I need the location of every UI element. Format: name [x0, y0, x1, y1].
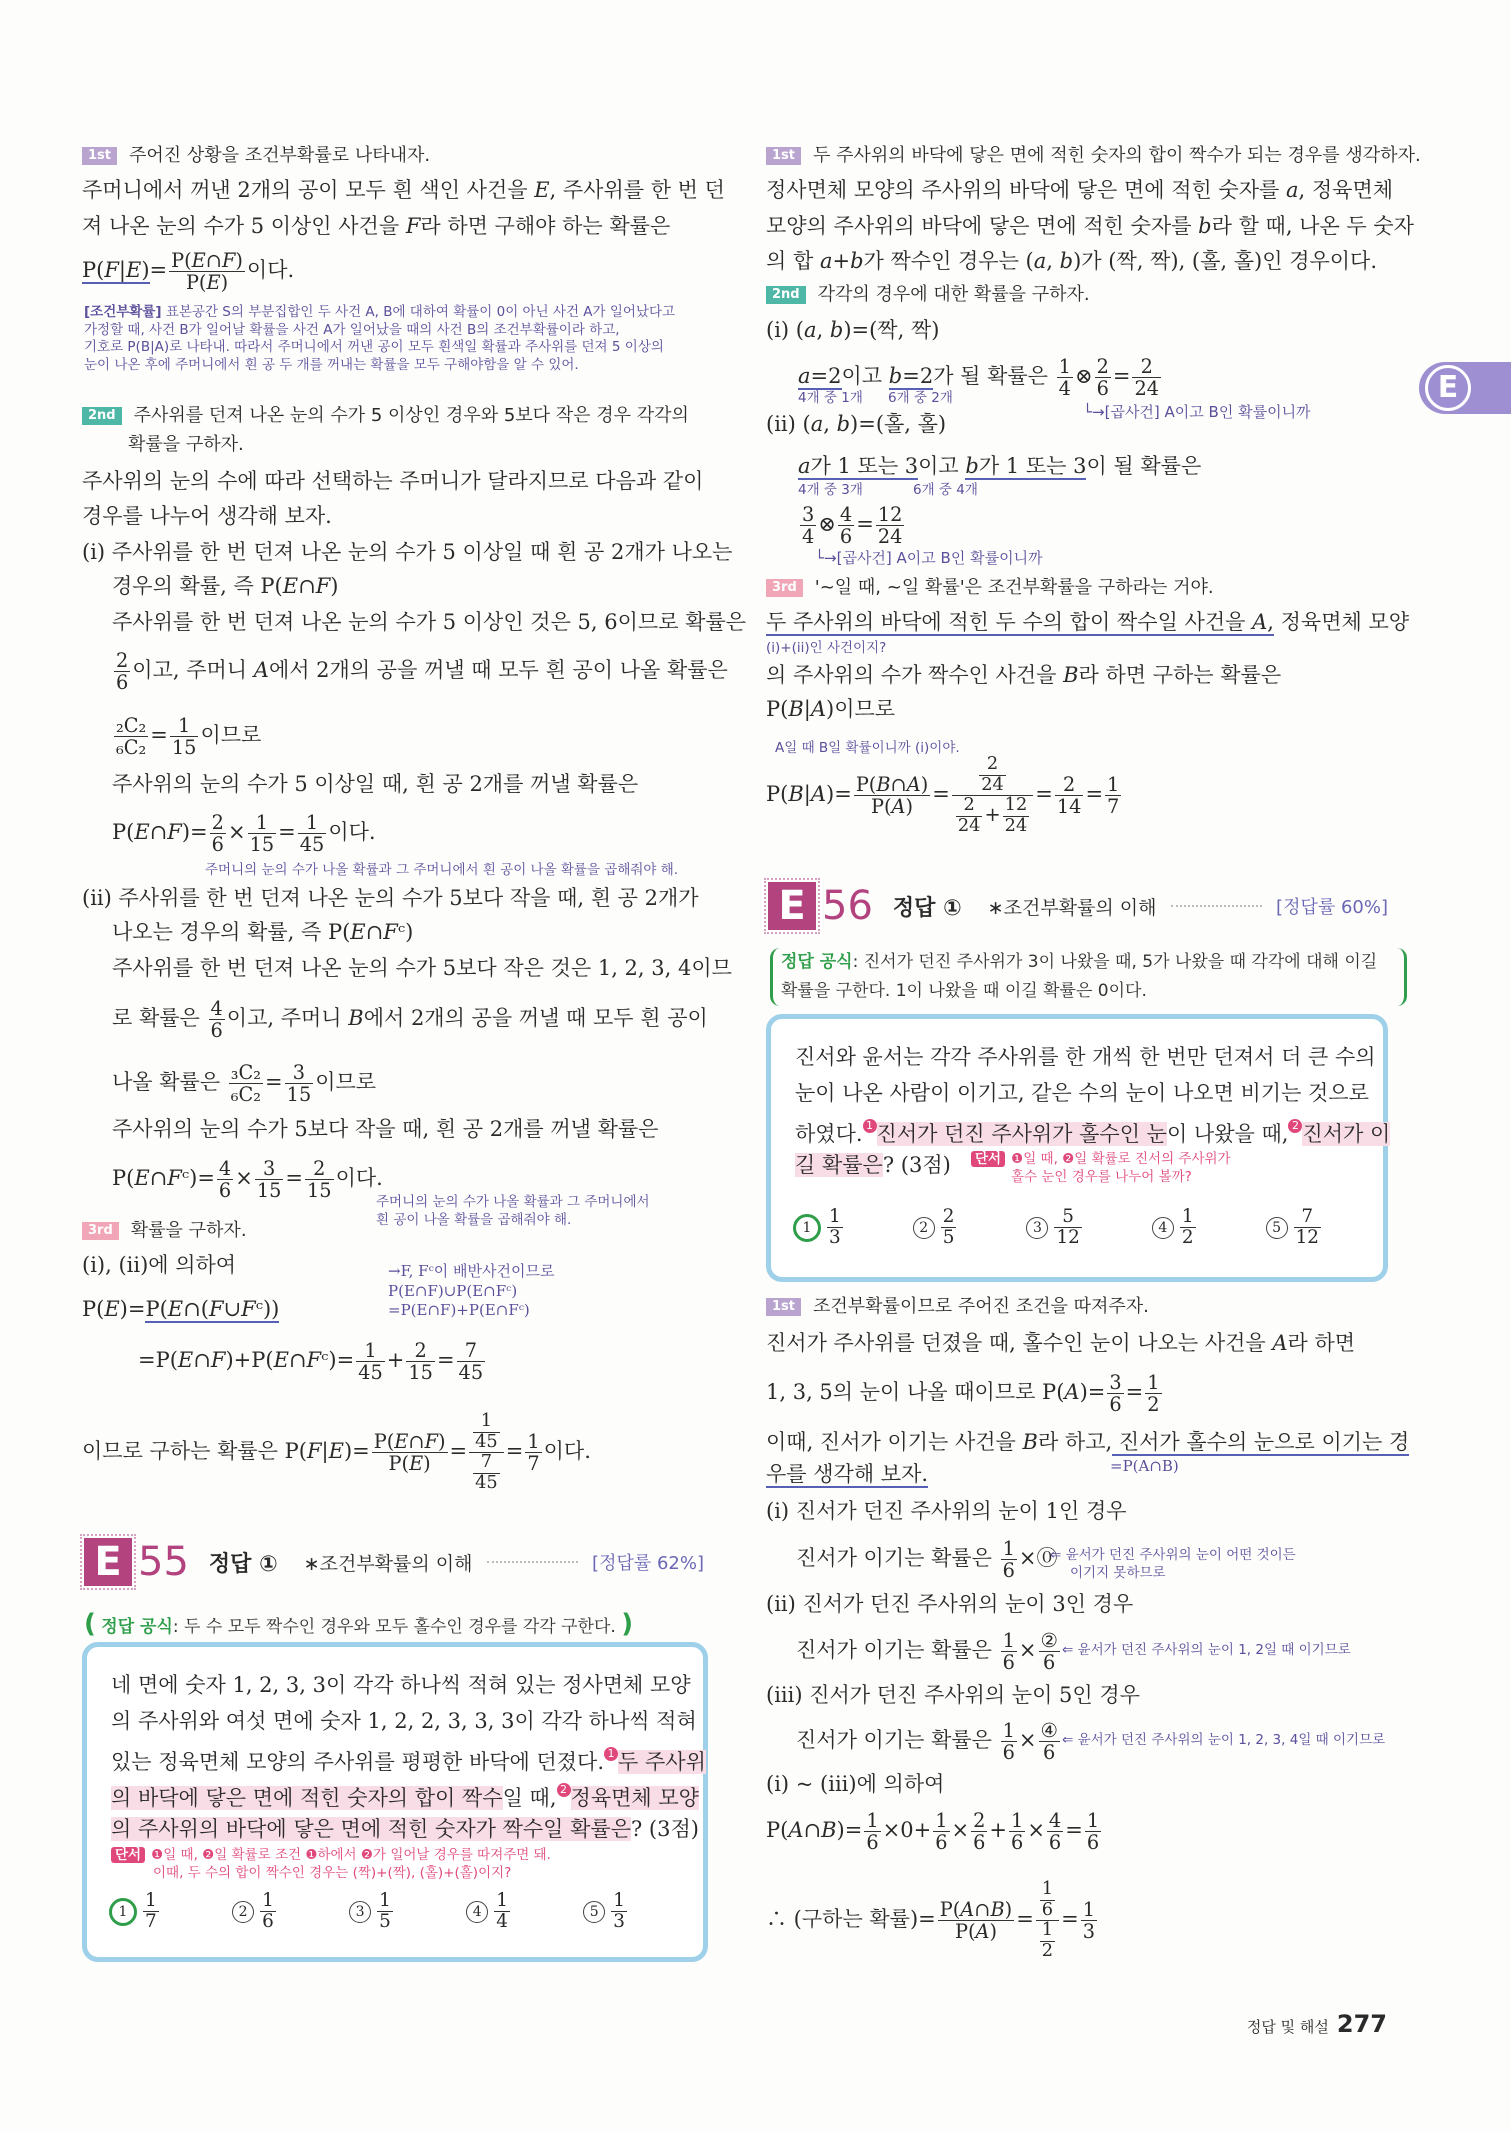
fraction: $\frac{4}{6}$: [839, 503, 853, 549]
text-line: 진서가 주사위를 던졌을 때, 홀수인 눈이 나오는 사건을 A라 하면: [766, 1331, 1356, 1355]
choice-value: [825, 1207, 845, 1248]
choice-3[interactable]: [349, 1891, 395, 1932]
choice-value: [609, 1891, 629, 1932]
step-badge: 3rd: [82, 1222, 119, 1240]
side-note: [1050, 1547, 1296, 1582]
fraction: $\frac{2}{6}$: [1096, 355, 1109, 401]
fraction: ② 6: [1040, 1629, 1058, 1675]
text-line: 모양의 주사위의 바닥에 닿은 면에 적힌 숫자를 b라 할 때, 나온 두 숫자: [766, 214, 1414, 238]
hint: [971, 1151, 1231, 1186]
fraction: [1036, 1880, 1059, 1961]
underlined-text: 두 주사위의 바닥에 적힌 두 수의 합이 짝수일 사건을 A,: [766, 610, 1274, 634]
step-text: 확률을 구하자.: [130, 1220, 247, 1241]
choice-2[interactable]: [232, 1891, 278, 1932]
question-header-55: [84, 1538, 704, 1586]
choice-5[interactable]: [1266, 1207, 1323, 1248]
fraction: $\frac{1}{2}$: [1147, 1371, 1160, 1417]
step-text: 주어진 상황을 조건부확률로 나타내자.: [129, 145, 431, 166]
text-line: $\frac{\text{₂C₂}}{\text{₆C₂}}$ = $\frac{1}{15}$ 이므로: [116, 714, 262, 760]
choice-number: 1: [793, 1214, 821, 1242]
note-line: 흰 공이 나올 확률을 곱해줘야 해.: [376, 1211, 572, 1228]
fraction: $\frac{3}{15}$: [256, 1157, 282, 1203]
question-number: 55: [138, 1539, 189, 1585]
underlined-text: 진서가 홀수의 눈으로 이기는 경: [1112, 1430, 1410, 1454]
question-line: [795, 1119, 1390, 1145]
fraction: $\frac{2}{6}$: [116, 649, 129, 695]
text-line: 경우의 확률, 즉 P(E∩F): [112, 574, 339, 598]
question-line: 눈이 나온 사람이 이기고, 같은 수의 눈이 나오면 비기는 것으로: [795, 1081, 1369, 1105]
choice-number: 4: [466, 1901, 488, 1923]
formula-part: a=2: [798, 364, 842, 389]
note-line: 주머니의 눈의 수가 나올 확률과 그 주머니에서: [376, 1194, 650, 1210]
marker-1: 1: [863, 1119, 877, 1133]
formula-line: =P(E∩F)+P(E∩Fᶜ)= $\frac{1}{45}$ + $\frac{2}{15}$ = $\frac{7}{45}$: [138, 1339, 484, 1385]
formula-line: 이므로 구하는 확률은 P(F|E)= $\frac{P(E\cap F)}{P(E)}$ = $\frac{\frac{1}{45}}{\frac{7}{45}}$ = $\frac{1}{7}$ 이다.: [82, 1411, 591, 1493]
text-line: (ii) 주사위를 한 번 던져 나온 눈의 수가 5보다 작을 때, 흰 공 2개가: [82, 886, 699, 910]
hint-label: 단서: [971, 1151, 1005, 1167]
fraction: $\frac{1}{3}$: [829, 1206, 841, 1249]
hint: [111, 1847, 551, 1882]
question-line: 진서와 윤서는 각각 주사위를 한 개씩 한 번만 던져서 더 큰 수의: [795, 1045, 1376, 1069]
step-badge: 1st: [766, 1298, 801, 1316]
text-line: 나오는 경우의 확률, 즉 P(E∩Fᶜ): [112, 920, 414, 944]
text-line: (ii) (a, b)=(홀, 홀): [766, 412, 947, 436]
question-line: [795, 1155, 951, 1176]
question-line: [111, 1783, 699, 1809]
choice-number: 5: [1266, 1217, 1288, 1239]
question-text: 일 때,: [502, 1786, 557, 1810]
text-line: [766, 1462, 928, 1487]
formula-part: 가 될 확률은 $\frac{1}{4}$ ⊗ $\frac{2}{6}$ = $\frac{2}{24}$: [933, 355, 1160, 401]
step-3-heading: [82, 1220, 247, 1242]
formula-part: 이고: [841, 364, 883, 389]
note-line: 기호로 P(B|A)로 나타내. 따라서 주머니에서 꺼낸 공이 모두 흰색일 확률과 주사위를 던져 5 이상의: [84, 339, 664, 356]
formula-part: P(E∩(F∪Fᶜ)): [145, 1297, 280, 1321]
note-line: →F, Fᶜ이 배반사건이므로: [388, 1262, 555, 1280]
topic-label: ∗조건부확률의 이해: [987, 896, 1157, 919]
highlight-text: 의 바닥에 닿은 면에 적힌 숫자의 합이 짝수: [111, 1786, 503, 1810]
question-line: [111, 1747, 706, 1773]
formula-line: [798, 454, 1201, 479]
side-note: [388, 1262, 554, 1321]
fraction: $\frac{1}{6}$: [1011, 1809, 1024, 1855]
sub-note: 6개 중 2개: [888, 390, 953, 406]
text-line: [766, 610, 1409, 635]
chapter-tab[interactable]: [1419, 362, 1511, 414]
text-line: (i) (a, b)=(짝, 짝): [766, 318, 940, 342]
fraction: $\frac{\text{₂C₂}}{\text{₆C₂}}$: [116, 714, 147, 760]
formula-part: b=2: [888, 364, 934, 389]
choice-value: [492, 1891, 512, 1932]
choice-3[interactable]: [1026, 1207, 1083, 1248]
choice-value: [375, 1891, 395, 1932]
fraction: $\frac{2}{24}$ $\frac{2}{24}$ + $\frac{12}{24}$: [952, 755, 1033, 836]
fraction: $\frac{1}{6}$: [935, 1809, 948, 1855]
sub-note: A일 때 B일 확률이니까 (i)이야.: [775, 740, 960, 756]
question-text: 하였다.: [795, 1122, 863, 1146]
fraction: $\frac{1}{7}$: [145, 1890, 157, 1933]
formula-line: P(E∩Fᶜ)= $\frac{4}{6}$ × $\frac{3}{15}$ = $\frac{2}{15}$ 이다.: [112, 1157, 383, 1203]
formula-label: 정답 공식: [781, 952, 853, 972]
step-badge: 2nd: [766, 286, 806, 304]
question-text: 있는 정육면체 모양의 주사위를 평평한 바닥에 던졌다.: [111, 1750, 605, 1774]
fraction: $\frac{P(B\cap A)}{P(A)}$: [855, 772, 929, 819]
fraction: ④ 6: [1040, 1719, 1058, 1765]
hint-label: 단서: [111, 1847, 145, 1863]
note-line: =P(E∩F)+P(E∩Fᶜ): [388, 1301, 530, 1319]
question-text: 이 나왔을 때,: [1166, 1122, 1289, 1146]
step-2-heading: [766, 284, 1090, 306]
formula-part: b가 1 또는 3: [965, 454, 1087, 478]
text-line: 로 확률은 $\frac{4}{6}$ 이고, 주머니 B에서 2개의 공을 꺼낼 때 모두 흰 공이: [112, 997, 708, 1043]
note-line: 가정할 때, 사건 B가 일어날 확률을 사건 A가 일어났을 때의 사건 B의 조건부확률이라 하고,: [84, 321, 620, 338]
formula-text: : 진서가 던진 주사위가 3이 나왔을 때, 5가 나왔을 때 각각에 대해 이길: [852, 952, 1378, 972]
fraction: $\frac{1}{6}$: [262, 1890, 274, 1933]
text-line: $\frac{2}{6}$ 이고, 주머니 A에서 2개의 공을 꺼낼 때 모두 흰 공이 나올 확률은: [116, 649, 728, 695]
formula-line: 진서가 이기는 확률은 $\frac{1}{6}$ ×⓪: [796, 1537, 1058, 1583]
formula-line: $\frac{3}{4}$ ⊗ $\frac{4}{6}$ = $\frac{12}{24}$: [802, 503, 903, 549]
fraction: $\frac{1}{4}$: [496, 1890, 508, 1933]
choice-1[interactable]: [109, 1891, 161, 1932]
step-1-heading: [766, 1296, 1149, 1318]
text-line: 의 합 a+b가 짝수인 경우는 (a, b)가 (짝, 짝), (홀, 홀)인 경우이다.: [766, 249, 1378, 273]
hint-note: 주머니의 눈의 수가 나올 확률과 그 주머니에서 흰 공이 나올 확률을 곱해줘야 해.: [205, 862, 679, 878]
choice-number: 3: [349, 1901, 371, 1923]
question-box-55: [82, 1642, 708, 1962]
fraction: $\frac{2}{6}$: [211, 811, 224, 857]
formula-line: [82, 1297, 279, 1322]
formula-line: P(A∩B)= $\frac{1}{6}$ ×0+ $\frac{1}{6}$ × $\frac{2}{6}$ + $\frac{1}{6}$ × $\frac{4}{6}$ = $\frac{1}{6}$: [766, 1809, 1100, 1855]
answer-choices: [793, 1207, 1323, 1248]
fraction: $\frac{2}{24}$: [957, 795, 981, 836]
question-number: 56: [822, 883, 873, 929]
fraction: $\frac{1}{3}$: [1082, 1897, 1096, 1944]
step-badge: 2nd: [82, 407, 122, 425]
underlined-text: 우를 생각해 보자.: [766, 1462, 929, 1486]
note-line: 눈이 나온 후에 주머니에서 흰 공 두 개를 꺼내는 확률을 모두 구해야함을 알 수 있어.: [84, 356, 579, 373]
chapter-tab-letter: E: [1425, 365, 1471, 411]
formula-line: 진서가 이기는 확률은 $\frac{1}{6}$ × ④ 6: [796, 1719, 1058, 1765]
fraction: $\frac{1}{45}$: [475, 1411, 498, 1452]
formula-part: a가 1 또는 3: [798, 454, 919, 478]
side-note: └→[곱사건] A이고 B인 확률이니까: [1083, 403, 1311, 421]
choice-1[interactable]: [793, 1207, 845, 1248]
choice-value: [141, 1891, 161, 1932]
text-line: 정사면체 모양의 주사위의 바닥에 닿은 면에 적힌 숫자를 a, 정육면체: [766, 178, 1394, 202]
step-1-heading: [82, 145, 430, 167]
formula-line: P(E∩F)= $\frac{2}{6}$ × $\frac{1}{15}$ = $\frac{1}{45}$ 이다.: [112, 811, 376, 857]
question-header-56: [768, 882, 1388, 930]
fraction: $\frac{2}{5}$: [942, 1206, 955, 1249]
fraction: $\frac{3}{6}$: [1109, 1371, 1122, 1417]
text: 정육면체 모양: [1273, 610, 1410, 634]
fraction: $\frac{4}{6}$: [1048, 1809, 1062, 1855]
fraction: $\frac{2}{14}$: [1056, 772, 1082, 819]
sub-note: (i)+(ii)인 사건이지?: [766, 640, 887, 656]
formula-part: P(E)=: [82, 1297, 146, 1321]
fraction: $\frac{1}{15}$: [249, 811, 275, 857]
text-line: 주사위의 눈의 수가 5보다 작을 때, 흰 공 2개를 꺼낼 확률은: [112, 1117, 659, 1141]
question-text: ? (3점): [630, 1817, 699, 1841]
step-text: '~일 때, ~일 확률'은 조건부확률을 구하라는 거야.: [814, 577, 1214, 598]
highlight-text: 진서가 던진 주사위가 홀수인 눈: [876, 1122, 1167, 1146]
step-text: 조건부확률이므로 주어진 조건을 따져주자.: [813, 1296, 1149, 1317]
fraction: [469, 1412, 504, 1493]
hint-line: 홀수 눈인 경우를 나누어 볼까?: [1011, 1168, 1192, 1185]
fraction: $\frac{12}{24}$: [1004, 795, 1028, 836]
side-note: ⇐ 윤서가 던진 주사위의 눈이 1, 2일 때 이기므로: [1062, 1642, 1351, 1658]
text-line: 주사위의 눈의 수가 5 이상일 때, 흰 공 2개를 꺼낼 확률은: [112, 772, 639, 796]
choice-number: 4: [1152, 1217, 1174, 1239]
step-2-heading: [82, 405, 689, 427]
text-line: 의 주사위의 수가 짝수인 사건을 B라 하면 구하는 확률은: [766, 663, 1282, 687]
fraction: $\frac{7}{45}$: [475, 1452, 498, 1493]
highlight-text: 의 주사위의 바닥에 닿은 면에 적힌 숫자가 짝수일 확률은: [111, 1817, 631, 1841]
page-footer: [1247, 2010, 1387, 2038]
step-text: 두 주사위의 바닥에 닿은 면에 적힌 숫자의 합이 짝수가 되는 경우를 생각하자.: [813, 145, 1421, 166]
fraction: $\frac{\text{₃C₂}}{\text{₆C₂}}$: [230, 1061, 262, 1107]
fraction: $\frac{1}{7}$: [1107, 772, 1120, 819]
highlight-text: 정육면체 모양: [570, 1786, 699, 1810]
text-line: 경우를 나누어 생각해 보자.: [82, 504, 332, 528]
hint-note: [376, 1194, 650, 1229]
step-text: 주사위를 던져 나온 눈의 수가 5 이상인 경우와 5보다 작은 경우 각각의: [133, 405, 689, 426]
formula-line: P(B|A)= $\frac{P(B\cap A)}{P(A)}$ = $\frac{2}{24}$ $\frac{2}{24}$ + $\frac{12}{24}$ = $\frac{2}{14}$ = $\frac{1}{7}$: [766, 754, 1120, 836]
choice-value: [1178, 1207, 1198, 1248]
fraction: $\frac{4}{6}$: [210, 997, 223, 1043]
formula-label: 정답 공식: [101, 1617, 173, 1637]
highlight-text: 진서가 이: [1302, 1122, 1391, 1146]
text-line: P(B|A)이므로: [766, 697, 896, 721]
text-line: 나올 확률은 $\frac{\text{₃C₂}}{\text{₆C₂}}$ = $\frac{3}{15}$ 이므로: [112, 1061, 377, 1107]
topic-label: ∗조건부확률의 이해: [303, 1552, 473, 1575]
choice-value: [1052, 1207, 1083, 1248]
hint-line: 이때, 두 수의 합이 짝수인 경우는 (짝)+(짝), (홀)+(홀)이지?: [153, 1864, 512, 1881]
text-line: 주사위의 눈의 수에 따라 선택하는 주머니가 달라지므로 다음과 같이: [82, 469, 704, 493]
footer-title: 정답 및 해설: [1246, 2018, 1329, 2036]
choice-value: [1292, 1207, 1323, 1248]
fraction: $\frac{1}{2}$: [1041, 1920, 1054, 1961]
text-line: [766, 1430, 1409, 1455]
definition-note: [84, 304, 675, 374]
fraction: $\frac{1}{2}$: [1181, 1206, 1194, 1249]
formula-text: 확률을 구한다. 1이 나왔을 때 이길 확률은 0이다.: [781, 980, 1147, 1001]
section-letter: E: [768, 882, 816, 930]
hint-line: ❶일 때, ❷일 확률로 진서의 주사위가: [1011, 1151, 1231, 1167]
fraction: $\frac{1}{45}$: [358, 1339, 383, 1385]
formula-line: 진서가 이기는 확률은 $\frac{1}{6}$ × ② 6: [796, 1629, 1058, 1675]
formula-part: 이 될 확률은: [1086, 454, 1202, 478]
answer-formula: ( 정답 공식: 두 수 모두 짝수인 경우와 모두 홀수인 경우를 각각 구한다. ): [84, 1609, 634, 1639]
page-number: 277: [1336, 2010, 1387, 2038]
fraction: $\frac{7}{12}$: [1295, 1206, 1319, 1249]
choice-2[interactable]: [913, 1207, 959, 1248]
fraction: $\frac{3}{15}$: [286, 1061, 312, 1107]
correct-rate: [정답률 60%]: [1276, 897, 1388, 918]
question-box-56: [766, 1014, 1391, 1282]
fraction: $\frac{2}{6}$: [973, 1809, 986, 1855]
note-line: ⇐ 윤서가 던진 주사위의 눈이 어떤 것이든: [1050, 1547, 1296, 1563]
fraction: $\frac{12}{24}$: [877, 503, 903, 549]
fraction: $\frac{1}{4}$: [1058, 355, 1071, 401]
answer-formula: [770, 948, 1407, 1006]
side-note: ⇐ 윤서가 던진 주사위의 눈이 1, 2, 3, 4일 때 이기므로: [1062, 1732, 1386, 1748]
formula-text: : 두 수 모두 짝수인 경우와 모두 홀수인 경우를 각각 구한다.: [172, 1617, 616, 1637]
fraction: $\frac{1}{6}$: [1041, 1879, 1054, 1920]
question-line: 의 주사위와 여섯 면에 숫자 1, 2, 2, 3, 3, 3이 각각 하나씩 적혀: [111, 1709, 697, 1733]
choice-number: 5: [583, 1901, 605, 1923]
dotted-leader: [1171, 905, 1263, 907]
sub-note: 4개 중 3개: [798, 482, 863, 498]
fraction: $\frac{2}{15}$: [307, 1157, 332, 1203]
choice-value: [939, 1207, 959, 1248]
fraction: $\frac{4}{6}$: [218, 1157, 232, 1203]
text-line: 주사위를 한 번 던져 나온 눈의 수가 5보다 작은 것은 1, 2, 3, 4이므: [112, 956, 732, 980]
text-line: (i) 진서가 던진 주사위의 눈이 1인 경우: [766, 1499, 1127, 1523]
question-line: 네 면에 숫자 1, 2, 3, 3이 각각 하나씩 적혀 있는 정사면체 모양: [111, 1673, 691, 1697]
text-line: (ii) 진서가 던진 주사위의 눈이 3인 경우: [766, 1592, 1134, 1616]
fraction: $\frac{1}{45}$: [299, 811, 325, 857]
formula-line: ∴ (구하는 확률)= $\frac{P(A\cap B)}{P(A)}$ = $\frac{\frac{1}{6}}{\frac{1}{2}}$ = $\frac{1}{3}$: [766, 1879, 1096, 1961]
sub-note: 4개 중 1개: [798, 390, 863, 406]
step-text: 확률을 구하자.: [128, 434, 244, 455]
fraction: $\frac{1}{6}$: [1002, 1629, 1015, 1675]
fraction: $\frac{1}{7}$: [527, 1429, 540, 1476]
formula-part: P(F|E): [82, 258, 150, 283]
answer-choices: [109, 1891, 629, 1932]
step-3-heading: [766, 577, 1214, 599]
choice-number: 2: [913, 1217, 935, 1239]
formula-line: [82, 250, 294, 293]
choice-value: [258, 1891, 278, 1932]
correct-rate: [정답률 62%]: [592, 1553, 704, 1574]
text: 이때, 진서가 이기는 사건을 B라 하고,: [766, 1430, 1113, 1454]
fraction: $\frac{3}{4}$: [802, 503, 815, 549]
fraction: $\frac{1}{3}$: [613, 1890, 625, 1933]
text-line: (i), (ii)에 의하여: [82, 1253, 237, 1277]
fraction: $\frac{2}{24}$: [1134, 355, 1160, 401]
step-text: 각각의 경우에 대한 확률을 구하자.: [817, 284, 1090, 305]
text-line: (iii) 진서가 던진 주사위의 눈이 5인 경우: [766, 1683, 1140, 1707]
choice-number: 1: [109, 1898, 137, 1926]
note-line: 표본공간 S의 부분집합인 두 사건 A, B에 대하여 확률이 0이 아닌 사건 A가 일어났다고: [161, 304, 676, 320]
note-line: 이기지 못하므로: [1070, 1564, 1166, 1581]
formula-line: 1, 3, 5의 눈이 나올 때이므로 P(A)= $\frac{3}{6}$ = $\frac{1}{2}$: [766, 1371, 1160, 1417]
answer-label: 정답 ①: [208, 1551, 278, 1577]
choice-4[interactable]: [1152, 1207, 1198, 1248]
answer-label: 정답 ①: [892, 895, 962, 921]
sub-note: =P(A∩B): [1110, 1457, 1179, 1475]
section-letter: E: [84, 1538, 132, 1586]
choice-number: 2: [232, 1901, 254, 1923]
fraction: $\frac{1}{6}$: [866, 1809, 879, 1855]
fraction: $\frac{P(E\cap F)}{P(E)}$: [171, 249, 243, 295]
fraction: $\frac{7}{45}$: [458, 1339, 484, 1385]
question-line: [111, 1819, 699, 1840]
note-line: P(E∩F)∪P(E∩Fᶜ): [388, 1281, 518, 1300]
fraction: $\frac{2}{15}$: [408, 1339, 433, 1385]
step-1-heading: [766, 145, 1421, 167]
highlight-text: 길 확률은: [795, 1153, 883, 1177]
choice-5[interactable]: [583, 1891, 629, 1932]
fraction: $\frac{5}{12}$: [1056, 1206, 1080, 1249]
text-line: 주사위를 한 번 던져 나온 눈의 수가 5 이상인 것은 5, 6이므로 확률은: [112, 610, 747, 634]
choice-number: 3: [1026, 1217, 1048, 1239]
fraction: $\frac{2}{24}$: [981, 754, 1004, 795]
fraction: $\frac{P(E\cap F)}{P(E)}$: [373, 1429, 446, 1476]
sub-note: 6개 중 4개: [913, 482, 978, 498]
marker-1: 1: [604, 1747, 618, 1761]
formula-part: 이고: [918, 454, 959, 478]
marker-2: 2: [557, 1783, 571, 1797]
hint-line: ❶일 때, ❷일 확률로 조건 ❶하에서 ❷가 일어날 경우를 따져주면 돼.: [151, 1847, 551, 1863]
highlight-text: 두 주사위: [618, 1750, 706, 1774]
fraction: $\frac{1}{5}$: [379, 1890, 391, 1933]
text-line: (i) 주사위를 한 번 던져 나온 눈의 수가 5 이상일 때 흰 공 2개가 나오는: [82, 540, 733, 564]
question-text: ? (3점): [882, 1153, 951, 1177]
fraction: $\frac{1}{6}$: [1002, 1719, 1015, 1765]
text-line: 져 나온 눈의 수가 5 이상인 사건을 F라 하면 구해야 하는 확률은: [82, 214, 671, 238]
text-line: 주머니에서 꺼낸 2개의 공이 모두 흰 색인 사건을 E, 주사위를 한 번 던: [82, 178, 725, 202]
note-label: [조건부확률]: [84, 304, 162, 320]
marker-2: 2: [1288, 1119, 1302, 1133]
formula-part: = $\frac{P(E\cap F)}{P(E)}$ 이다.: [149, 249, 295, 295]
choice-4[interactable]: [466, 1891, 512, 1932]
fraction: $\frac{1}{6}$: [1002, 1537, 1015, 1583]
step-badge: 1st: [82, 147, 117, 165]
step-badge: 3rd: [766, 579, 803, 597]
text-line: (i) ~ (iii)에 의하여: [766, 1772, 945, 1796]
fraction: $\frac{P(A\cap B)}{P(A)}$: [939, 1897, 1013, 1944]
step-badge: 1st: [766, 147, 801, 165]
fraction: $\frac{1}{15}$: [171, 714, 197, 760]
fraction: $\frac{1}{6}$: [1086, 1809, 1100, 1855]
side-note: └→[곱사건] A이고 B인 확률이니까: [815, 549, 1043, 567]
dotted-leader: [487, 1561, 579, 1563]
